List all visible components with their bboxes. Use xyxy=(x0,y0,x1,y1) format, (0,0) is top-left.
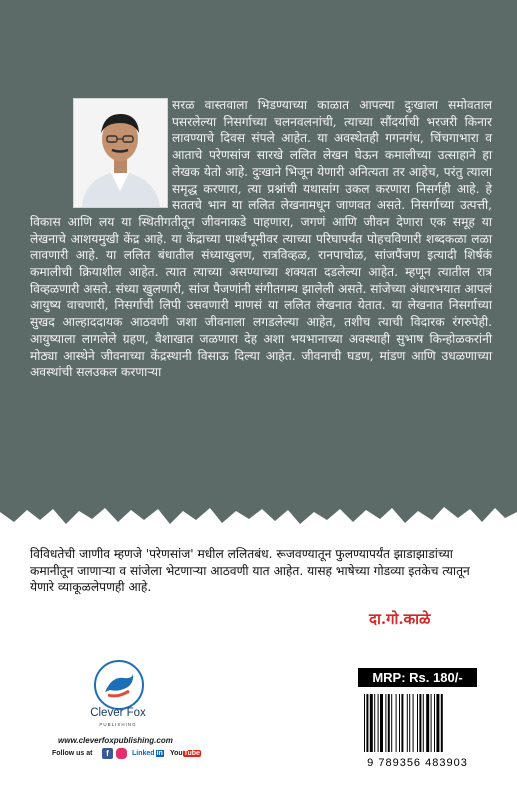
linkedin-icon-badge: in xyxy=(156,750,163,757)
publisher-website[interactable]: www.cleverfoxpublishing.com xyxy=(58,736,173,745)
back-cover-blurb xyxy=(30,97,492,381)
torn-paper-edge xyxy=(0,478,517,538)
blurb-text: सरळ वास्तवाला भिडण्याच्या काळात आपल्या दुःखाला समोवताल पसरलेल्या निसर्गाच्या चलनवलनांची, त्याच्या सौंदर्याची भरजरी किनार लावण्याचे दिवस संपले आहेत. या अवस्थेतही गगनगंध, चिंचगाभारा व आताचे परेणसांज सारखे ललित लेखन घेऊन कमालीच्या उत्साहाने हा लेखक येतो आहे. दुःखाने भिजून येणारी अनित्यता तर आहेच, परंतु त्याला समृद्ध करणारा, त्या प्रश्नांची यथासांग उकल करणारा निसर्गही आहे. हे सततचे भान या ललित लेखनामधून जाणवत असते. निसर्गाच्या उत्पत्ती, विकास आणि लय या स्थितीगतीतून जीवनाकडे पाहणारा, जगणं आणि जीवन देणारा एक समूह या लेखनाचे आशयमुखी केंद्र आहे. या केंद्राच्या पार्श्वभूमीवर त्याच्या परिघापर्यंत पोहचविणारी शब्दकळा लळा लावणारी आहे. या ललित बंधातील संध्याखुलण, रात्रविव्हळ, रानपाचोळ, सांजपैंजण इत्यादी शिर्षकं कमालीची क्रियाशील आहेत. त्यात त्याच्या असण्याच्या शक्यता दडलेल्या आहेत. म्हणून त्यातील रात्र विव्हळणारी असते. संध्या खुलणारी, सांज पैजणांनी संगीतगम्य झालेली असते. सांजेच्या अंधारभयात आपलं आयुष्य वाचणारी, निसर्गाची लिपी उसवणारी माणसं या ललित लेखनात येतात. या लेखनात निसर्गाच्या सुखद आल्हाददायक आठवणी जशा जीवनाला लगडलेल्या आहेत, तशीच त्याची विदारक रंगरुपेही. आयुष्याला लागलेले ग्रहण, वैशाखात जळणारा देह अशा भयभानाच्या अवस्थाही सुभाष किन्होळकरांनी मोठ्या आस्थेने जीवनाच्या केंद्रस्थानी विसाऊ दिल्या आहेत. जीवनाची घडण, मांडण आणि उधळणाच्या अवस्थांची सलउकल करणाऱ्या xyxy=(30,98,492,380)
author-signature: दा.गो.काळे xyxy=(369,610,431,628)
linkedin-icon[interactable] xyxy=(132,747,164,761)
publisher-tagline: PUBLISHING xyxy=(99,722,137,727)
linkedin-icon-text: Linked xyxy=(132,750,155,757)
youtube-icon-text: You xyxy=(170,750,183,757)
youtube-icon-badge: Tube xyxy=(183,750,200,757)
barcode-number: 9 789356 483903 xyxy=(367,757,468,769)
fox-logo-icon xyxy=(96,662,142,708)
blurb-continued-text: विविधतेची जाणीव म्हणजे 'परेणसांज' मधील ललितबंध. रूजवण्यातून फुलण्यापर्यंत झाडाझाडांच्या कमानीतून जाणाऱ्या व सांजेला भेटणाऱ्या आठवणी यात आहेत. यासह भाषेच्या गोडव्या इतकेच त्यातून येणारे व्याकूळलेपणही आहे. xyxy=(30,547,470,595)
publisher-name: Clever Fox xyxy=(90,707,146,719)
youtube-icon[interactable] xyxy=(170,747,201,761)
social-follow-row xyxy=(52,747,202,761)
follow-label: Follow us at xyxy=(52,750,93,757)
facebook-icon[interactable]: f xyxy=(102,748,113,759)
publisher-logo xyxy=(94,660,144,710)
price-tag: MRP: Rs. 180/- xyxy=(358,668,477,687)
barcode-bars xyxy=(358,690,477,756)
photo-spacer xyxy=(30,97,172,209)
instagram-icon[interactable] xyxy=(116,748,127,759)
